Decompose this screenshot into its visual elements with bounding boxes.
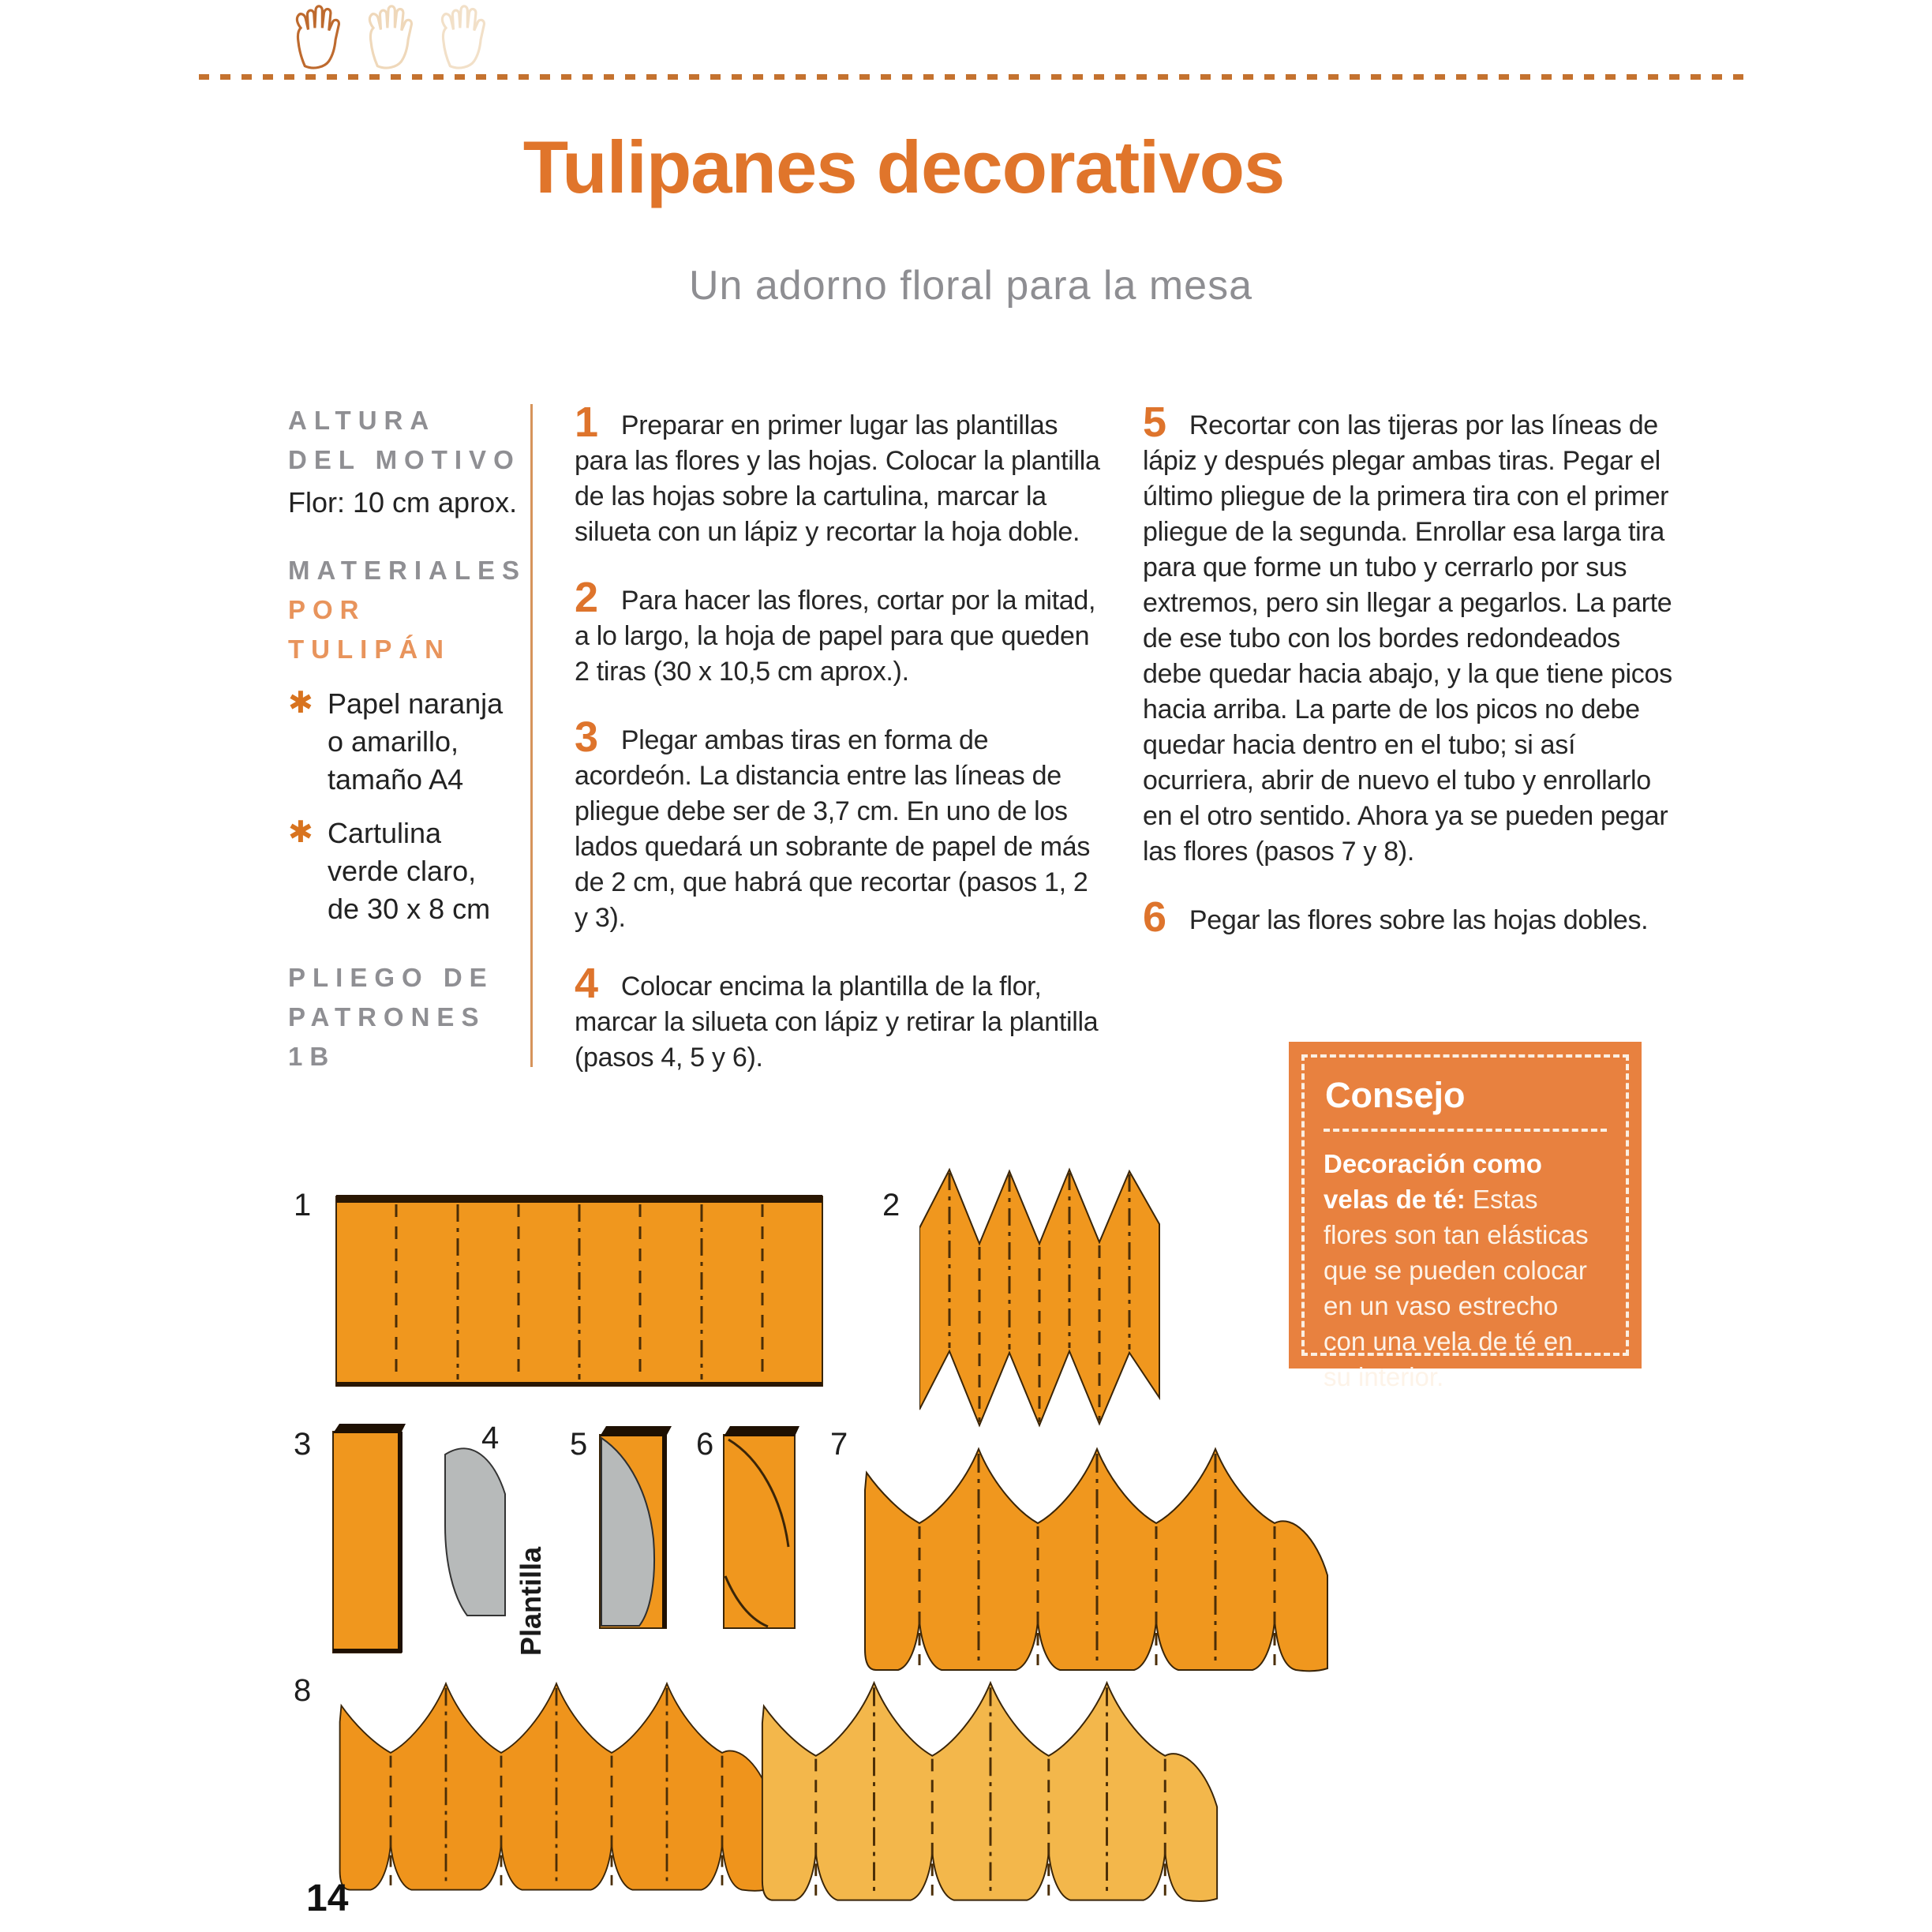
step-number: 3 (575, 713, 598, 761)
page-title: Tulipanes decorativos (522, 125, 1285, 208)
diagram-glued-strip-light (758, 1672, 1223, 1908)
tip-box-inner (1301, 1054, 1629, 1391)
step-number: 6 (1143, 893, 1166, 941)
step-text: Pegar las flores sobre las hojas dobles. (1189, 905, 1649, 935)
hands-decoration (286, 5, 492, 71)
tip-divider (1324, 1129, 1607, 1132)
diagram-folded-stack (331, 1421, 406, 1657)
step-number: 5 (1143, 399, 1166, 446)
diagram-stack-marked (722, 1422, 801, 1634)
diagram-label-5: 5 (570, 1427, 588, 1462)
diagram-label-4: 4 (481, 1421, 500, 1455)
steps-column-2 (1143, 399, 1676, 962)
tip-text: Estas flores son tan elásticas que se pueden colocar en un vaso estrecho con una vela de té en su interior. (1324, 1185, 1589, 1391)
vertical-divider (530, 404, 533, 1067)
material-item (288, 685, 525, 799)
tip-body (1324, 1146, 1607, 1395)
material-text: Cartulina verde claro, de 30 x 8 cm (328, 817, 491, 925)
step-3 (575, 713, 1102, 936)
step-text: Recortar con las tijeras por las líneas de lápiz y después plegar ambas tiras. Pegar el último pliegue de la primera tira con el primer pliegue de la segunda. Enrollar esa larga tira para que forme un tubo y cerrarlo por sus extremos, pero sin llegar a pegarlos. La parte de ese tubo con los bordes redondeados debe quedar hacia abajo, y la que tiene picos hacia arriba. La parte de los picos no debe quedar hacia dentro en el tubo; si así ocurriera, abrir de nuevo el tubo y enrollarlo en el otro sentido. Ahora ya se pueden pegar las flores (pasos 7 y 8). (1143, 410, 1672, 867)
diagram-label-6: 6 (696, 1427, 714, 1462)
diagram-label-2: 2 (882, 1188, 900, 1222)
template-caption: Plantilla (515, 1546, 547, 1656)
step-1 (575, 399, 1102, 550)
step-number: 1 (575, 399, 598, 446)
diagram-label-8: 8 (294, 1673, 312, 1708)
diagram-label-1: 1 (294, 1188, 312, 1222)
diagram-petal-strip (860, 1443, 1334, 1673)
step-text: Preparar en primer lugar las plantillas para las flores y las hojas. Colocar la plantilla de las hojas sobre la cartulina, marcar la silueta con un lápiz y recortar la hoja doble. (575, 410, 1100, 547)
diagram-label-7: 7 (830, 1427, 848, 1462)
diagram-accordion-strip (919, 1165, 1164, 1428)
diagram-glued-strip-dark (335, 1667, 777, 1904)
tip-box (1289, 1042, 1642, 1391)
hand-icon (286, 5, 347, 71)
hand-icon (358, 5, 420, 71)
tip-title: Consejo (1325, 1075, 1466, 1115)
step-6 (1143, 893, 1676, 941)
diagram-flat-strip (335, 1190, 823, 1392)
dashed-separator (199, 74, 1750, 80)
patterns-label: PLIEGO DE PATRONES 1B (288, 963, 494, 1071)
diagram-label-3: 3 (294, 1427, 312, 1462)
asterisk-bullet-icon: ✱ (288, 687, 313, 720)
steps-column-1 (575, 399, 1102, 1099)
asterisk-bullet-icon: ✱ (288, 816, 313, 849)
height-value: Flor: 10 cm aprox. (288, 486, 518, 519)
material-item (288, 814, 525, 928)
step-5 (1143, 399, 1676, 870)
header (0, 125, 1807, 210)
step-number: 2 (575, 574, 598, 621)
subheader (0, 262, 1932, 309)
info-sidebar (288, 401, 525, 1076)
materials-sublabel: POR TULIPÁN (288, 595, 451, 664)
step-2 (575, 574, 1102, 690)
page-subtitle: Un adorno floral para la mesa (688, 263, 1253, 309)
height-label: ALTURA DEL MOTIVO (288, 406, 521, 474)
step-4 (575, 960, 1102, 1076)
step-text: Para hacer las flores, cortar por la mitad, a lo largo, la hoja de papel para que queden 2 tiras (30 x 10,5 cm aprox.). (575, 586, 1096, 687)
material-text: Papel naranja o amarillo, tamaño A4 (328, 687, 504, 796)
diagram-template-shape (439, 1432, 511, 1622)
diagram-stack-with-template (598, 1422, 673, 1634)
step-text: Plegar ambas tiras en forma de acordeón. La distancia entre las líneas de pliegue debe ser de 3,7 cm. En uno de los lados quedará un sobrante de papel de más de 2 cm, que habrá que recortar (pasos 1, 2 y 3). (575, 725, 1091, 933)
materials-label: MATERIALES (288, 556, 527, 585)
tip-lead: Decoración como velas de té: (1324, 1149, 1542, 1214)
page-number: 14 (306, 1878, 349, 1919)
step-text: Colocar encima la plantilla de la flor, marcar la silueta con lápiz y retirar la plantilla (pasos 4, 5 y 6). (575, 972, 1099, 1073)
hand-icon (431, 5, 492, 71)
step-number: 4 (575, 960, 598, 1007)
